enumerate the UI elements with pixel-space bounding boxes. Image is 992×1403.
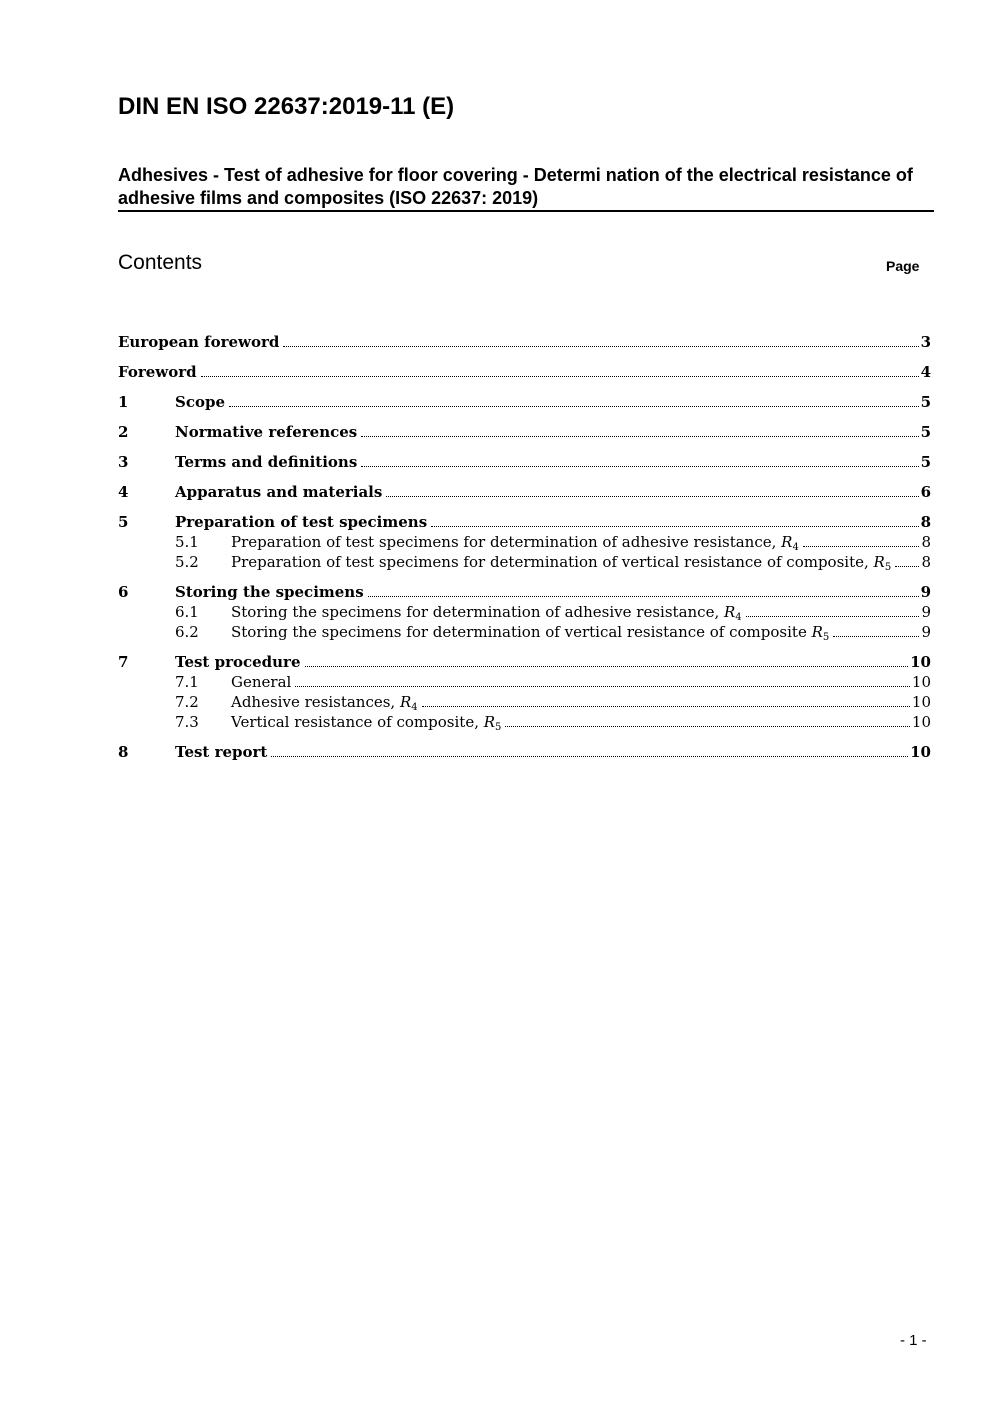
toc-entry-text: Foreword	[118, 363, 197, 381]
toc-entry-text: Terms and definitions	[175, 453, 358, 471]
resistance-symbol: R	[724, 603, 736, 621]
title-divider	[118, 210, 934, 212]
document-title: Adhesives - Test of adhesive for floor covering - Determi nation of the electrical resistance of adhesive films and composites (ISO 22637: 2019)	[118, 165, 913, 208]
toc-leader	[386, 496, 918, 497]
toc-page-number: 9	[921, 623, 931, 641]
toc-section-number: 7.2	[175, 693, 199, 711]
toc-section-number: 2	[118, 423, 129, 441]
toc-leader	[746, 616, 920, 617]
toc-section-number: 6.1	[175, 603, 199, 621]
toc-entry-text: General	[231, 673, 292, 691]
toc-entry-text: Apparatus and materials	[175, 483, 383, 501]
resistance-subscript: 4	[792, 542, 799, 553]
toc-entry-apparatus-materials[interactable]	[118, 482, 931, 502]
toc-subentry-5-1[interactable]	[118, 532, 931, 552]
toc-entry-text: Normative references	[175, 423, 358, 441]
toc-page-number: 9	[920, 583, 931, 601]
toc-leader	[368, 596, 919, 597]
toc-subentry-6-2[interactable]	[118, 622, 931, 642]
toc-page-number: 6	[920, 483, 931, 501]
toc-entry-test-procedure[interactable]	[118, 652, 931, 672]
toc-section-number: 5	[118, 513, 129, 531]
toc-entry-text: Scope	[175, 393, 226, 411]
page-column-heading: Page	[886, 258, 920, 274]
toc-leader	[361, 466, 918, 467]
table-of-contents	[118, 332, 931, 762]
toc-section-number: 3	[118, 453, 129, 471]
toc-page-number: 8	[920, 513, 931, 531]
toc-page-number: 8	[921, 533, 931, 551]
toc-section-number: 5.1	[175, 533, 199, 551]
toc-section-number: 8	[118, 743, 129, 761]
toc-leader	[201, 376, 919, 377]
toc-page-number: 10	[910, 743, 931, 761]
toc-page-number: 3	[920, 333, 931, 351]
toc-leader	[229, 406, 919, 407]
contents-heading: Contents	[118, 251, 203, 274]
toc-page-number: 5	[920, 423, 931, 441]
page-number-footer: - 1 -	[900, 1332, 927, 1349]
resistance-symbol: R	[399, 693, 412, 711]
toc-page-number: 10	[910, 653, 931, 671]
toc-section-number: 6	[118, 583, 129, 601]
toc-page-number: 8	[921, 553, 931, 571]
toc-section-number: 1	[118, 393, 129, 411]
toc-entry-text: Adhesive resistances, $R_4$	[231, 693, 418, 713]
toc-entry-terms-definitions[interactable]	[118, 452, 931, 472]
toc-section-number: 5.2	[175, 553, 199, 571]
toc-leader	[803, 546, 920, 547]
toc-section-number: 7	[118, 653, 129, 671]
toc-entry-text: Preparation of test specimens for determination of vertical resistance of composite, $R_5$	[231, 553, 892, 573]
toc-entry-storing[interactable]	[118, 582, 931, 602]
toc-subentry-7-3[interactable]	[118, 712, 931, 732]
toc-leader	[305, 666, 909, 667]
resistance-subscript: 5	[884, 562, 892, 573]
resistance-subscript: 5	[822, 632, 830, 643]
toc-page-number: 10	[911, 713, 931, 731]
toc-entry-european-foreword[interactable]	[118, 332, 931, 352]
toc-leader	[295, 686, 910, 687]
toc-leader	[283, 346, 918, 347]
toc-page-number: 9	[921, 603, 931, 621]
toc-subentry-5-2[interactable]	[118, 552, 931, 572]
toc-entry-test-report[interactable]	[118, 742, 931, 762]
toc-entry-foreword[interactable]	[118, 362, 931, 382]
toc-entry-text: European foreword	[118, 333, 280, 351]
toc-entry-text: Vertical resistance of composite, $R_5$	[231, 713, 502, 733]
toc-leader	[833, 636, 919, 637]
toc-entry-preparation[interactable]	[118, 512, 931, 532]
toc-subentry-6-1[interactable]	[118, 602, 931, 622]
toc-entry-text: Storing the specimens for determination of adhesive resistance, $R_4$	[231, 603, 742, 623]
toc-entry-text: Preparation of test specimens for determination of adhesive resistance, $R_4$	[231, 533, 799, 553]
toc-entry-scope[interactable]	[118, 392, 931, 412]
toc-entry-text: Test procedure	[175, 653, 301, 671]
toc-section-number: 6.2	[175, 623, 199, 641]
toc-subentry-7-2[interactable]	[118, 692, 931, 712]
toc-leader	[431, 526, 918, 527]
toc-leader	[361, 436, 918, 437]
toc-page-number: 10	[911, 673, 931, 691]
resistance-symbol: R	[781, 533, 793, 551]
resistance-symbol: R	[873, 553, 885, 571]
toc-section-number: 7.3	[175, 713, 199, 731]
toc-page-number: 5	[920, 393, 931, 411]
toc-leader	[422, 706, 910, 707]
resistance-subscript: 5	[495, 722, 502, 733]
resistance-symbol: R	[483, 713, 496, 731]
toc-entry-text: Storing the specimens	[175, 583, 364, 601]
document-id: DIN EN ISO 22637:2019-11 (E)	[118, 93, 455, 120]
toc-entry-text: Preparation of test specimens	[175, 513, 428, 531]
resistance-symbol: R	[811, 623, 823, 641]
toc-page-number: 4	[920, 363, 931, 381]
resistance-subscript: 4	[411, 702, 418, 713]
toc-entry-text: Test report	[175, 743, 268, 761]
resistance-subscript: 4	[735, 612, 742, 623]
toc-section-number: 4	[118, 483, 129, 501]
toc-section-number: 7.1	[175, 673, 199, 691]
toc-leader	[505, 726, 909, 727]
toc-entry-text: Storing the specimens for determination of vertical resistance of composite $R_5$	[231, 623, 830, 643]
toc-page-number: 5	[920, 453, 931, 471]
toc-leader	[271, 756, 908, 757]
toc-page-number: 10	[911, 693, 931, 711]
toc-leader	[895, 566, 919, 567]
toc-entry-normative-references[interactable]	[118, 422, 931, 442]
toc-subentry-7-1[interactable]	[118, 672, 931, 692]
